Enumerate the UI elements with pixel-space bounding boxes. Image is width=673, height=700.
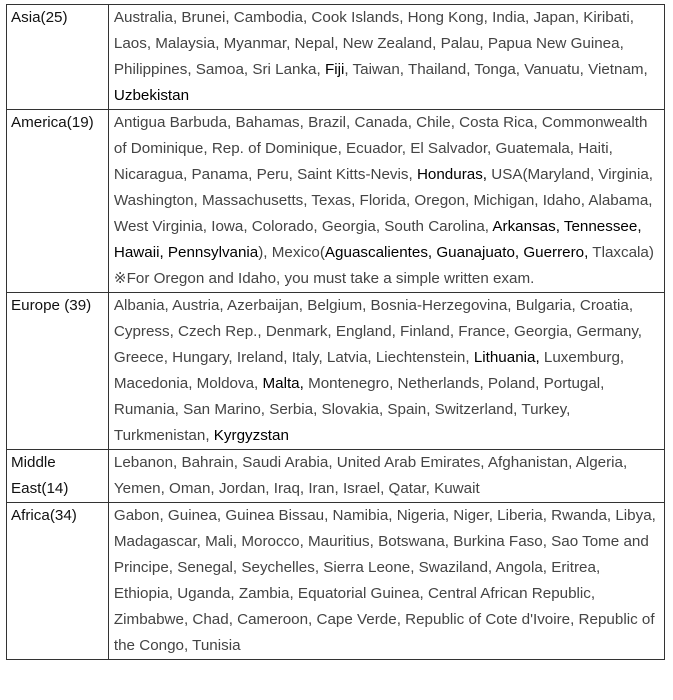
country-list-text: Tlaxcala) [588,244,654,261]
country-list-text: ), Mexico( [258,244,325,261]
country-list-text: Montenegro, Netherlands, Poland, Portugal, Rumania, San Marino, Serbia, Slovakia, Spain, Switzerland, Turkey, Turkmenistan, [113,375,605,444]
country-list-text: USA(Maryland, Virginia, Washington, Massachusetts, Texas, Florida, Oregon, Michigan, Idaho, Alabama, West Virginia, Iowa, Colorado, Georgia, South Carolina, [113,166,654,235]
highlighted-country-text: Honduras, [416,166,488,183]
region-cell: Europe (39) [7,293,109,450]
table-row [7,110,665,293]
highlighted-country-text: Malta, [262,375,304,392]
region-cell: Africa(34) [7,503,109,660]
countries-cell [108,5,664,110]
region-cell: Asia(25) [7,5,109,110]
country-list-text: Albania, Austria, Azerbaijan, Belgium, Bosnia-Herzegovina, Bulgaria, Croatia, Cypress, Czech Rep., Denmark, England, Finland, France, Georgia, Germany, Greece, Hungary, Ireland, Italy, Latvia, Liechtenstein, [113,297,643,366]
highlighted-country-text: Fiji [324,61,345,78]
country-list-text: Gabon, Guinea, Guinea Bissau, Namibia, Nigeria, Niger, Liberia, Rwanda, Libya, Madagascar, Mali, Morocco, Mauritius, Botswana, Burkina Faso, Sao Tome and Principe, Senegal, Seychelles, Sierra Leone, Swaziland, Angola, Eritrea, Ethiopia, Uganda, Zambia, Equatorial Guinea, Central African Republic, Zimbabwe, Chad, Cameroon, Cape Verde, Republic of Cote d'Ivoire, Republic of the Congo, Tunisia [113,507,656,654]
country-list-text: Luxemburg, Macedonia, Moldova, [113,349,625,392]
countries-cell [108,293,664,450]
table-row [7,450,665,503]
table-row [7,503,665,660]
table-row [7,293,665,450]
region-cell: Middle East(14) [7,450,109,503]
country-list-text: , Taiwan, Thailand, Tonga, Vanuatu, Vietnam, [344,61,648,78]
highlighted-country-text: Kyrgyzstan [213,427,289,444]
countries-table [6,4,665,660]
highlighted-country-text: Lithuania, [473,349,540,366]
countries-cell [108,503,664,660]
highlighted-country-text: Uzbekistan [113,87,190,104]
region-cell: America(19) [7,110,109,293]
highlighted-country-text: Aguascalientes, Guanajuato, Guerrero, [324,244,589,261]
table-row [7,5,665,110]
country-list-text: Antigua Barbuda, Bahamas, Brazil, Canada, Chile, Costa Rica, Commonwealth of Dominique, Rep. of Dominique, Ecuador, El Salvador, Guatemala, Haiti, Nicaragua, Panama, Peru, Saint Kitts-Nevis, [113,114,648,183]
countries-cell [108,450,664,503]
countries-cell [108,110,664,293]
country-list-text: Lebanon, Bahrain, Saudi Arabia, United Arab Emirates, Afghanistan, Algeria, Yemen, Oman, Jordan, Iraq, Iran, Israel, Qatar, Kuwait [113,454,628,497]
country-list-text: Australia, Brunei, Cambodia, Cook Islands, Hong Kong, India, Japan, Kiribati, Laos, Malaysia, Myanmar, Nepal, New Zealand, Palau, Papua New Guinea, Philippines, Samoa, Sri Lanka, [113,9,634,78]
exam-note: ※For Oregon and Idaho, you must take a simple written exam. [113,270,535,287]
countries-table-body [7,5,665,660]
highlighted-country-text: Arkansas, Tennessee, Hawaii, Pennsylvania [113,218,642,261]
